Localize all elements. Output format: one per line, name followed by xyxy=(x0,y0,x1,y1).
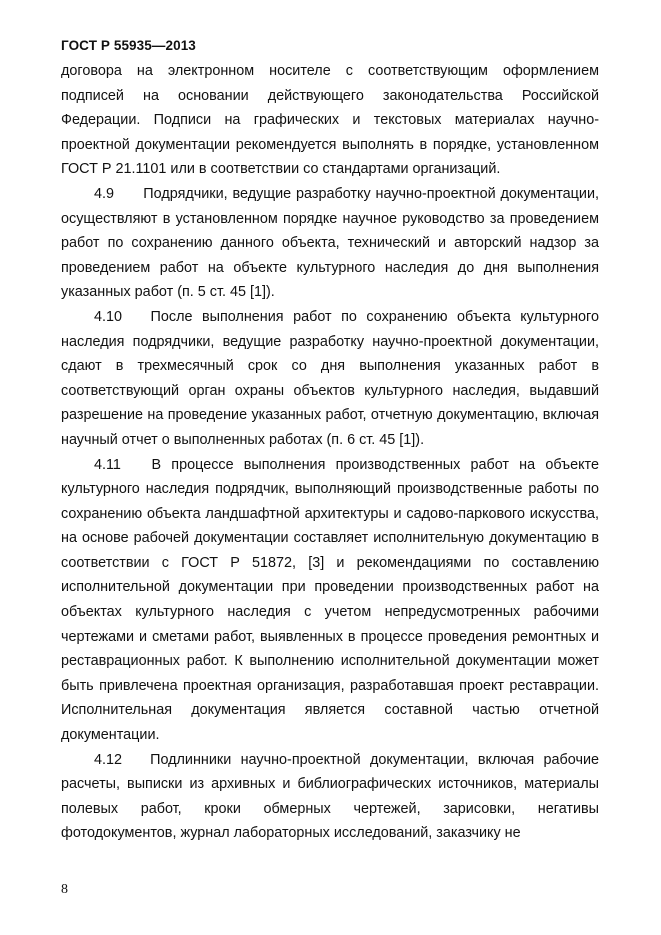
document-body xyxy=(61,59,599,846)
paragraph-4-10: 4.10 После выполнения работ по сохранению объекта культурного наследия подрядчики, ведущие разработку научно-проектной документации, сдают в трехмесячный срок со дня выполнения указанных работ в соответствующий орган охраны объектов культурного наследия, выдавший разрешение на проведение указанных работ, отчетную документацию, включая научный отчет о выполненных работах (п. 6 ст. 45 [1]). xyxy=(61,308,599,448)
paragraph-continuation: договора на электронном носителе с соответствующим оформлением подписей на основании действующего законодательства Российской Федерации. Подписи на графических и текстовых материалах научно-проектной документации рекомендуется выполнять в порядке, установленном ГОСТ Р 21.1101 или в соответствии со стандартами организаций. xyxy=(61,63,599,178)
paragraph-4-12: 4.12 Подлинники научно-проектной документации, включая рабочие расчеты, выписки из архивных и библиографических источников, материалы полевых работ, кроки обмерных чертежей, зарисовки, негативы фотодокументов, журнал лабораторных исследований, заказчику не xyxy=(61,751,599,842)
document-header: ГОСТ Р 55935—2013 xyxy=(61,38,196,53)
paragraph-4-9: 4.9 Подрядчики, ведущие разработку научно-проектной документации, осуществляют в установленном порядке научное руководство за проведением работ по сохранению данного объекта, технический и авторский надзор за проведением работ на объекте культурного наследия до дня выполнения указанных работ (п. 5 ст. 45 [1]). xyxy=(61,185,599,301)
paragraph-4-11: 4.11 В процессе выполнения производственных работ на объекте культурного наследия подрядчик, выполняющий производственные работы по сохранению объекта ландшафтной архитектуры и садово-паркового искусства, на основе рабочей документации составляет исполнительную документацию в соответствии с ГОСТ Р 51872, [3] и рекомендациями по составлению исполнительной документации при проведении производственных работ на объектах культурного наследия с учетом непредусмотренных рабочими чертежами и сметами работ, выявленных в процессе проведения ремонтных и реставрационных работ. К выполнению исполнительной документации может быть привлечена проектная организация, разработавшая проект реставрации. Исполнительная документация является составной частью отчетной документации. xyxy=(61,456,599,744)
page-number: 8 xyxy=(61,882,68,897)
